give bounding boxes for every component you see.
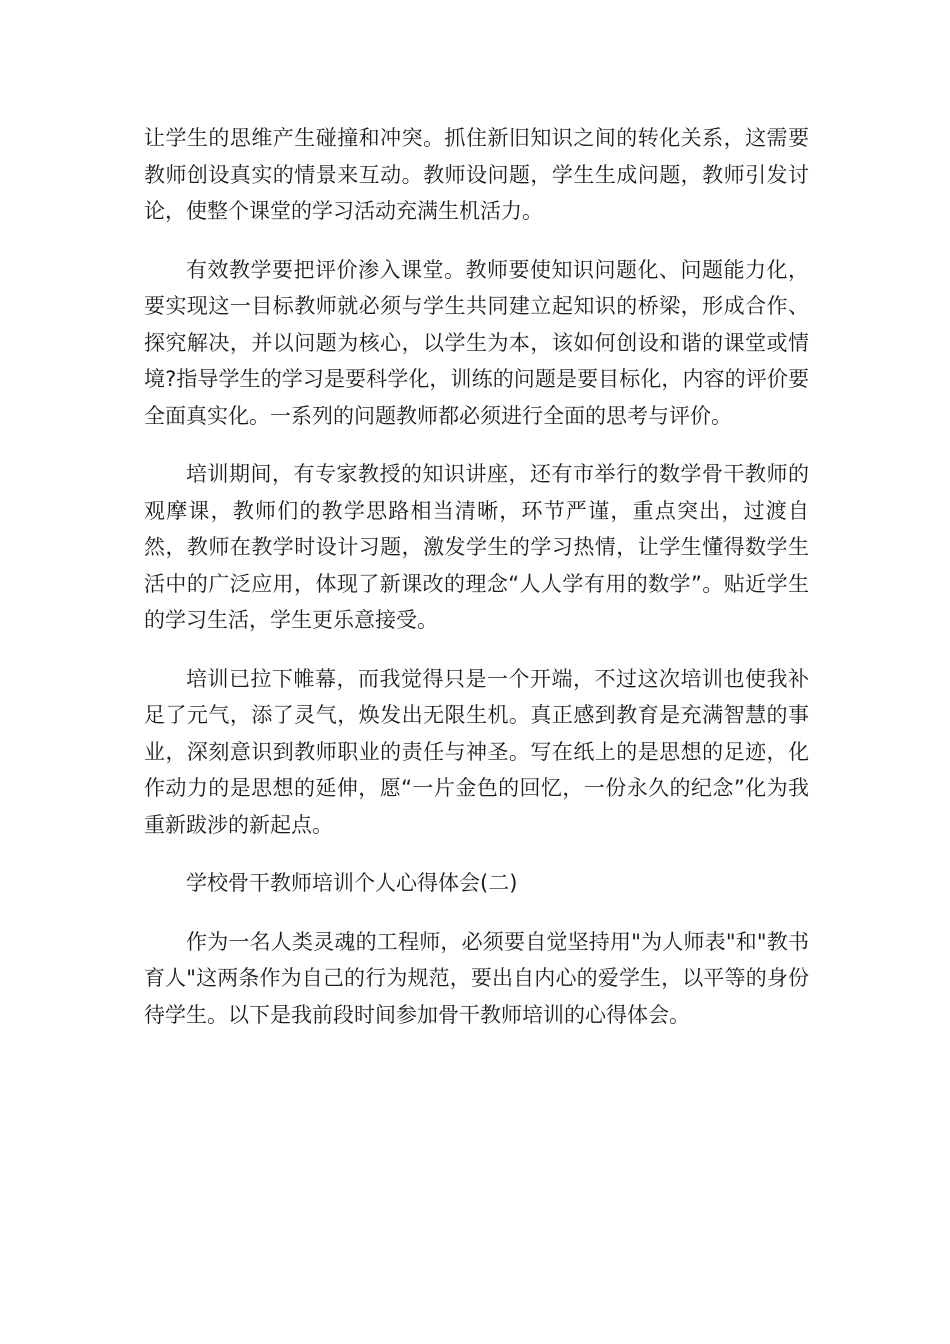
paragraph-3: 培训期间，有专家教授的知识讲座，还有市举行的数学骨干教师的观摩课，教师们的教学思路相当清晰，环节严谨，重点突出，过渡自然，教师在教学时设计习题，激发学生的学习热情，让学生懂得数学生活中的广泛应用，体现了新课改的理念“人人学有用的数学”。贴近学生的学习生活，学生更乐意接受。 — [144, 462, 809, 632]
paragraph-4: 培训已拉下帷幕，而我觉得只是一个开端，不过这次培训也使我补足了元气，添了灵气，焕发出无限生机。真正感到教育是充满智慧的事业，深刻意识到教师职业的责任与神圣。写在纸上的是思想的足迹，化作动力的是思想的延伸，愿“一片金色的回忆，一份永久的纪念”化为我重新跋涉的新起点。 — [144, 666, 809, 837]
document-body — [144, 120, 809, 1055]
paragraph-2: 有效教学要把评价渗入课堂。教师要使知识问题化、问题能力化，要实现这一目标教师就必须与学生共同建立起知识的桥梁，形成合作、探究解决，并以问题为核心，以学生为本，该如何创设和谐的课堂或情境?指导学生的学习是要科学化，训练的问题是要目标化，内容的评价要全面真实化。一系列的问题教师都必须进行全面的思考与评价。 — [144, 257, 809, 428]
paragraph-5: 作为一名人类灵魂的工程师，必须要自觉坚持用"为人师表"和"教书育人"这两条作为自己的行为规范，要出自内心的爱学生，以平等的身份待学生。以下是我前段时间参加骨干教师培训的心得体会。 — [144, 929, 809, 1027]
paragraph-1: 让学生的思维产生碰撞和冲突。抓住新旧知识之间的转化关系，这需要教师创设真实的情景来互动。教师设问题，学生生成问题，教师引发讨论，使整个课堂的学习活动充满生机活力。 — [144, 126, 809, 223]
section-heading: 学校骨干教师培训个人心得体会(二) — [186, 871, 518, 895]
